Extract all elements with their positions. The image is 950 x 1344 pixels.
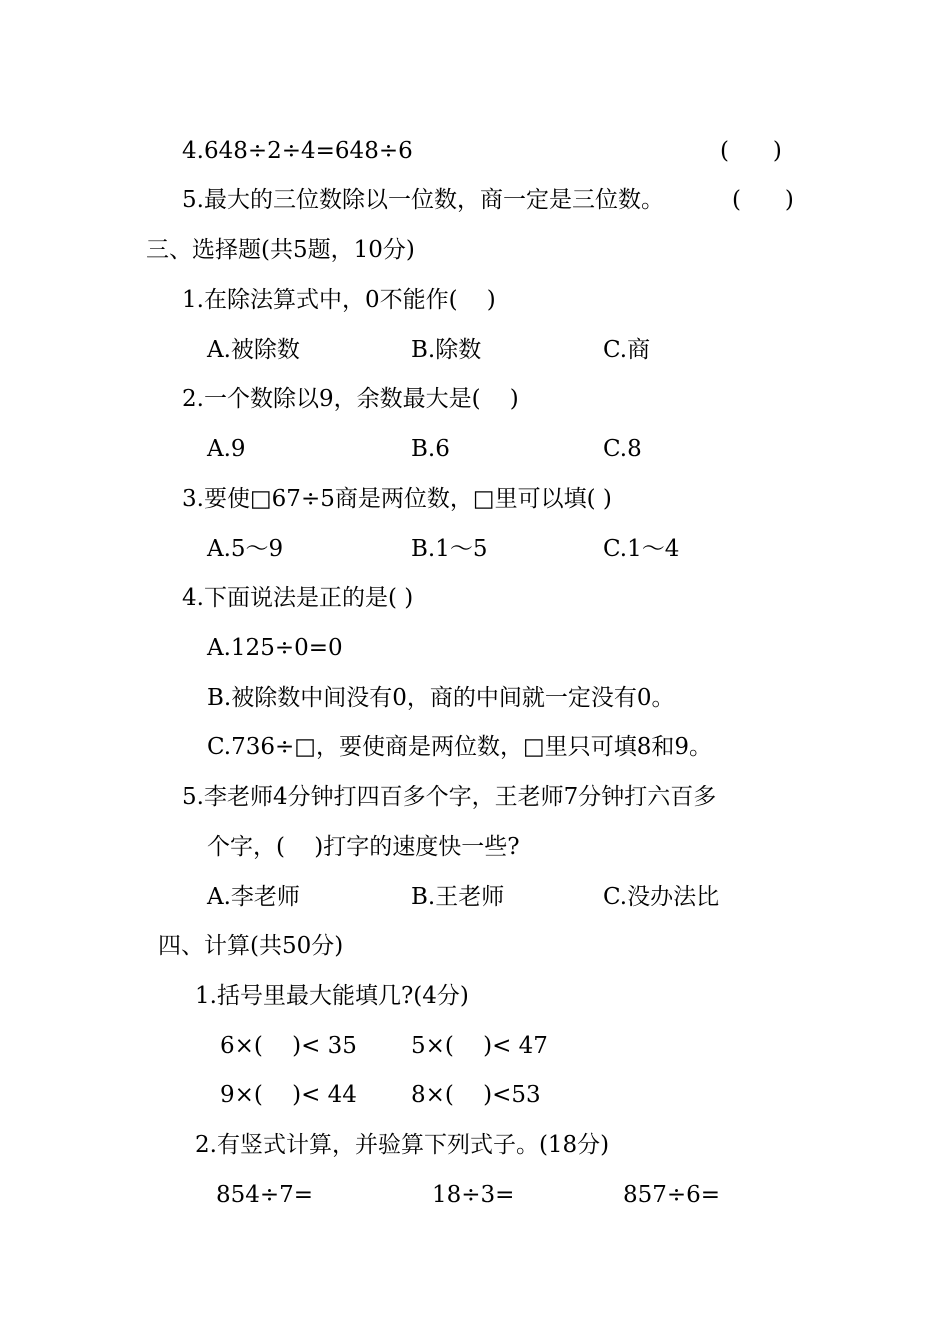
choice-q4-stem: 4.下面说法是正的是( )	[182, 585, 414, 611]
calc-q1-item-3: 9×( )< 44	[220, 1082, 357, 1108]
choice-q5-option-a: A.李老师	[207, 884, 300, 910]
choice-q1-stem: 1.在除法算式中，0不能作( )	[182, 287, 496, 313]
choice-q5-stem-line1: 5.李老师4分钟打四百多个字，王老师7分钟打六百多	[182, 784, 717, 810]
judge-q4-answer-paren: ( )	[720, 138, 782, 164]
choice-q4-option-c: C.736÷□，要使商是两位数，□里只可填8和9。	[207, 734, 712, 760]
choice-q2-stem: 2.一个数除以9，余数最大是( )	[182, 386, 519, 412]
choice-q5-stem-line2: 个字，( )打字的速度快一些?	[207, 834, 520, 860]
section-choice-title: 三、选择题(共5题，10分)	[146, 237, 415, 263]
calc-q1-stem: 1.括号里最大能填几?(4分)	[195, 983, 469, 1009]
choice-q2-option-b: B.6	[411, 436, 450, 462]
choice-q3-option-b: B.1～5	[411, 536, 488, 562]
section-calc-title: 四、计算(共50分)	[158, 933, 344, 959]
calc-q2-stem: 2.有竖式计算，并验算下列式子。(18分)	[195, 1132, 610, 1158]
choice-q3-option-a: A.5～9	[207, 536, 284, 562]
choice-q2-option-c: C.8	[603, 436, 642, 462]
choice-q3-stem: 3.要使□67÷5商是两位数，□里可以填( )	[182, 486, 612, 512]
calc-q2-expr-3: 857÷6=	[623, 1182, 721, 1208]
choice-q1-option-a: A.被除数	[207, 337, 300, 363]
choice-q2-option-a: A.9	[207, 436, 246, 462]
choice-q3-option-c: C.1～4	[603, 536, 680, 562]
choice-q1-option-c: C.商	[603, 337, 651, 363]
calc-q2-expr-1: 854÷7=	[216, 1182, 314, 1208]
calc-q1-item-1: 6×( )< 35	[220, 1033, 357, 1059]
choice-q4-option-b: B.被除数中间没有0，商的中间就一定没有0。	[207, 685, 675, 711]
choice-q1-option-b: B.除数	[411, 337, 482, 363]
calc-q1-item-2: 5×( )< 47	[411, 1033, 548, 1059]
judge-q4-text: 4.648÷2÷4=648÷6	[182, 138, 413, 164]
judge-q5-answer-paren: ( )	[732, 187, 794, 213]
calc-q2-expr-2: 18÷3=	[432, 1182, 515, 1208]
judge-q5-text: 5.最大的三位数除以一位数，商一定是三位数。	[182, 187, 664, 213]
choice-q4-option-a: A.125÷0=0	[207, 635, 343, 661]
calc-q1-item-4: 8×( )<53	[411, 1082, 541, 1108]
choice-q5-option-b: B.王老师	[411, 884, 505, 910]
choice-q5-option-c: C.没办法比	[603, 884, 720, 910]
